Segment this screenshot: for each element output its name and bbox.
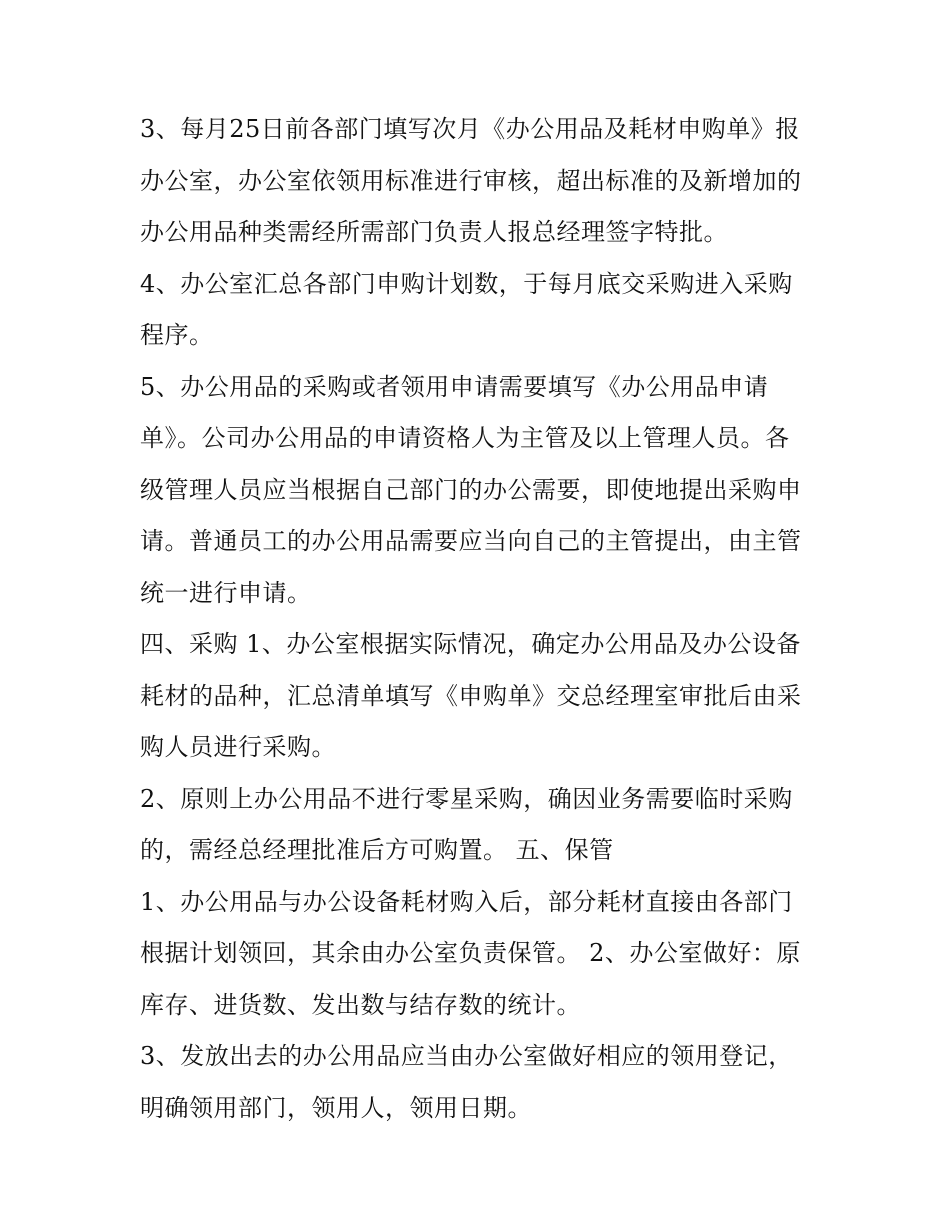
document-body: [140, 104, 820, 1134]
text-line: 单》。公司办公用品的申请资格人为主管及以上管理人员。各: [140, 424, 790, 452]
text-line: 办公用品种类需经所需部门负责人报总经理签字特批。: [140, 218, 728, 246]
paragraph-4-summarize-plan: [140, 259, 820, 362]
text-line: 的，需经总经理批准后方可购置。 五、保管: [140, 836, 614, 864]
text-line: 根据计划领回，其余由办公室负责保管。 2、办公室做好：原: [140, 939, 801, 967]
text-line: 库存、进货数、发出数与结存数的统计。: [140, 990, 581, 1019]
text-line: 2、原则上办公用品不进行零星采购，确因业务需要临时采购: [140, 784, 793, 813]
paragraph-3-submit-requisition: [140, 104, 820, 259]
section-5-storage: [140, 877, 820, 1032]
paragraph-3-distribution-record: [140, 1031, 820, 1134]
text-line: 统一进行申请。: [140, 578, 312, 607]
text-line: 1、办公用品与办公设备耗材购入后，部分耗材直接由各部门: [140, 887, 793, 916]
text-line: 4、办公室汇总各部门申购计划数，于每月底交采购进入采购: [140, 269, 793, 298]
text-line: 四、采购 1、办公室根据实际情况，确定办公用品及办公设备: [140, 630, 801, 658]
section-4-procurement: [140, 619, 820, 774]
paragraph-5-application-form: [140, 362, 820, 620]
text-line: 3、每月25日前各部门填写次月《办公用品及耗材申购单》报: [140, 115, 800, 143]
text-line: 耗材的品种，汇总清单填写《申购单》交总经理室审批后由采: [140, 681, 802, 710]
text-line: 3、发放出去的办公用品应当由办公室做好相应的领用登记，: [140, 1042, 793, 1070]
text-line: 办公室，办公室依领用标准进行审核，超出标准的及新增加的: [140, 166, 802, 195]
text-line: 级管理人员应当根据自己部门的办公需要，即使地提出采购申: [140, 475, 802, 504]
text-line: 5、办公用品的采购或者领用申请需要填写《办公用品申请: [140, 372, 769, 401]
paragraph-2-no-sporadic-purchase: [140, 774, 820, 877]
text-line: 购人员进行采购。: [140, 733, 336, 761]
text-line: 明确领用部门，领用人，领用日期。: [140, 1093, 532, 1122]
text-line: 请。普通员工的办公用品需要应当向自己的主管提出，由主管: [140, 527, 802, 555]
text-line: 程序。: [140, 321, 214, 349]
